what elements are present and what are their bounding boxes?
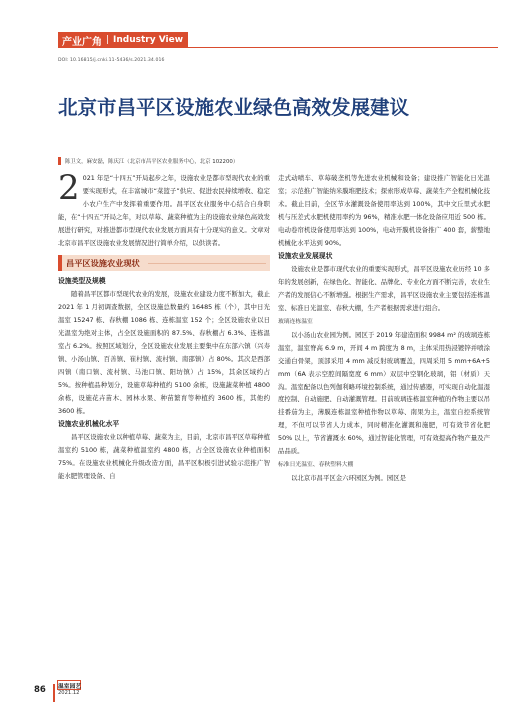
header-category-en: Industry View xyxy=(113,35,184,45)
paragraph-mechanization: 昌平区设施农业以种植草莓、蔬菜为主，目前，北京市昌平区草莓种植温室约 5100 栋，蔬菜种植温室约 4800 栋，占全区设施农业种植面积 75%。在设施农业机械化升级改造方面，昌平区积极引进试验示范推广智能水肥管理设备、自 xyxy=(58,433,270,481)
author-line: 陈卫文，麻安磊，陈庆江（北京市昌平区农业服务中心，北京 102200） xyxy=(58,157,505,165)
right-column xyxy=(278,172,490,485)
section-title: 昌平区设施农业现状 xyxy=(66,257,140,268)
header-bar xyxy=(58,32,498,52)
intro-paragraph xyxy=(58,168,270,249)
paragraph-solar-greenhouse: 以北京市昌平区金六环园区为例。园区是 xyxy=(291,473,407,482)
paragraph-continued: 走式动喷车、草莓破垄机等先进农业机械和设备；建设推广智能化日光温室；示范推广智能纳米膜堆肥技术；探索形成草莓、蔬菜生产全程机械化技术。截止目前，全区节水灌溉设备使用率达到 100%，其中文丘里式水肥机与压差式水肥机使用率约为 96%，精准水肥一体化设备应用近 500 栋。电动卷帘机设备使用率达到 100%，电动开膜机设备推广 400 套，薪整地机械化水平达到 90%。 xyxy=(278,174,490,247)
left-column xyxy=(58,168,270,483)
header-rule xyxy=(188,47,498,48)
label-glass-greenhouse: 玻璃连栋温室 xyxy=(278,318,313,325)
subheading-development: 设施农业发展现状 xyxy=(278,252,333,261)
article-title: 北京市昌平区设施农业绿色高效发展建议 xyxy=(58,96,410,119)
subheading-mechanization: 设施农业机械化水平 xyxy=(58,420,120,429)
paragraph-development: 设施农业是都市现代农业的重要实现形式，昌平区设施农业历经 10 多年的发展创新，在绿色化、智能化、品牌化、专业化方面不断完善，农业生产者的发展信心不断增强。根据生产需求，昌平区设施农业主要包括连栋温室、标准日光温室、春秋大棚，生产者根据需求进行组合。 xyxy=(278,265,490,313)
header-category-box xyxy=(58,32,188,48)
header-separator: | xyxy=(106,35,110,45)
doi-text: DOI: 10.16815/j.cnki.11-5436/s.2021.34.016 xyxy=(58,58,165,63)
header-category-cn: 产业广角 xyxy=(62,36,102,48)
subheading-facility-types: 设施类型及规模 xyxy=(58,277,106,286)
journal-name: 温室园艺 xyxy=(58,684,82,690)
page-number: 86 xyxy=(34,685,46,695)
intro-text: 021 年是“十四五”开局起步之年，设施农业是都市型现代农业的重要实现形式，在丰富城市“菜篮子”供应、促进农民持续增收、稳定小农户生产中发挥着重要作用。昌平区农业服务中心结合自身职能，在“十四五”开局之年，对以草莓、蔬菜种植为主的设施农业绿色高效发展进行研究，对推进都市型现代农业发展方面具有十分现实的意义。文章对北京市昌平区设施农业发展情况进行简单介绍，以供读者。 xyxy=(58,174,270,247)
footer-accent-bar xyxy=(53,684,55,702)
paragraph-facility-types: 随着昌平区都市型现代农业的发展，设施农业建设力度不断加大，截止 2021 年 1 月初调查数据，全区设施总数量约 16485 栋（个），其中日光温室 15247 栋、春秋棚 1086 栋、连栋温室 152 个；全区设施农业以日光温室为绝对主体，占全区设施面积的 87.5%、春秋棚占 6.3%、连栋温室占 6.2%。按照区域划分，全区设施农业发展主要集中在东部六镇（兴寿镇、小汤山镇、百善镇、崔村镇、流村镇、南邵镇）占 80%。其次是西部四镇（南口镇、流村镇、马池口镇、阳坊镇）占 15%，其余区域约占 5%。按种植品种划分，设施草莓种植约 5100 余栋，设施蔬菜种植 4800 余栋，设施花卉苗木、园林水果、种苗繁育等种植约 3600 栋，其他约 3600 栋。 xyxy=(58,290,270,415)
dropcap: 2 xyxy=(58,168,80,208)
section-heading-box xyxy=(58,255,270,271)
section-rule xyxy=(148,263,266,264)
paragraph-glass-greenhouse: 以小汤山农业园为例。园区于 2019 年建造面积 9984 m² 的玻璃连栋温室，温室脊高 6.9 m，开间 4 m 跨度为 8 m，主体采用热浸镀锌并喷涂交通白骨架，顶部采用 4 mm 减反射玻璃覆盖，四周采用 5 mm+6A+5 mm（6A 表示空腔间隔宽度 6 mm）双层中空钢化玻璃，铝（材质）天沟。温室配备以色列伽利略环境控制系统，通过传感器，可实现自动化温湿度控制、自动施肥、自动灌溉管理。目前玻璃连栋温室种植的作物主要以吊挂番茄为主，薄膜连栋温室种植作物以草莓、南果为主，温室自控系统管理，不但可以节省人力成本，同时精准化灌溉和施肥，可有效节省化肥 50% 以上，节省灌溉水 60%，通过智能化管理，可有效提高作物产量及产品品质。 xyxy=(278,330,490,456)
label-solar-greenhouse: 标准日光温室、春秋塑料大棚 xyxy=(278,461,354,468)
journal-issue: 2021.12 xyxy=(58,690,80,696)
